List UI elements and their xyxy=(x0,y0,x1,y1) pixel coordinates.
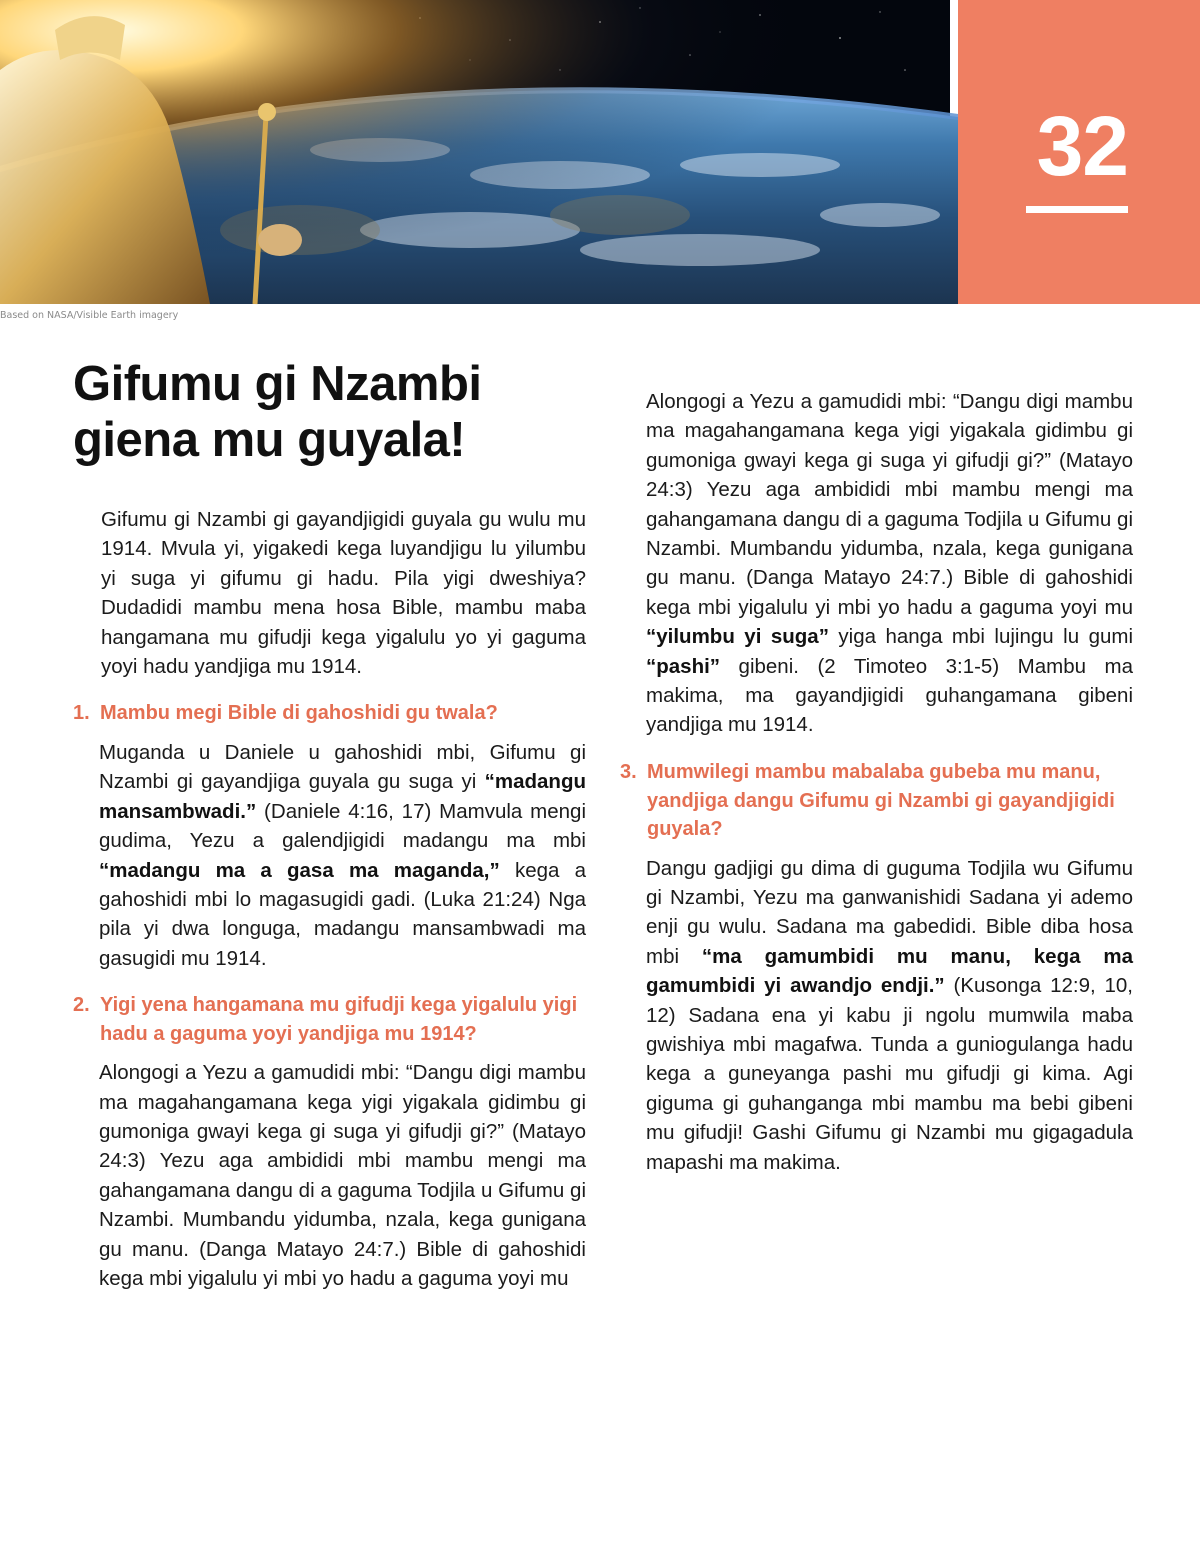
question-1 xyxy=(73,699,586,728)
question-2-text: Yigi yena hangamana mu gifudji kega yigalulu yigi hadu a gaguma yoyi yandjiga mu 1914? xyxy=(100,994,578,1045)
hero-image xyxy=(0,0,950,304)
answer-2-text-a: Alongogi a Yezu a gamudidi mbi: “Dangu digi mambu ma magahangamana kega yigi yigakala gidimbu gi gumoniga gwayi kega gi suga yi gifudji gi?” (Matayo 24:3) Yezu aga ambididi mbi mambu mengi ma gahangamana dangu di a gaguma Todjila u Gifumu gi Nzambi. Mumbandu yidumba, nzala, kega gunigana gu manu. (Danga Matayo 24:7.) Bible di gahoshidi kega mbi yigalulu yi mbi yo hadu a gaguma yoyi mu xyxy=(99,1061,586,1291)
title-line-2: giena mu guyala! xyxy=(73,413,466,467)
answer-3 xyxy=(646,854,1133,1177)
answer-1-text-c: kega a gahoshidi mbi lo magasugidi gadi. (Luka 21:24) Nga pila yi dwa longuga, madangu mansambwadi ma gasugidi mu 1914. xyxy=(99,858,586,970)
answer-1-text-b: (Daniele 4:16, 17) Mamvula mengi gudima, Yezu a galendjigidi madangu ma mbi xyxy=(99,799,586,853)
answer-2 xyxy=(99,1058,586,1291)
page-title xyxy=(73,356,482,468)
answer-2-continued xyxy=(646,390,1133,740)
answer-2-flow xyxy=(646,387,1133,740)
answer-1-quote-a: “madangu mansambwadi.” xyxy=(99,770,586,823)
right-column xyxy=(620,390,1134,1195)
answer-2-text-a-cont: Alongogi a Yezu a gamudidi mbi: “Dangu digi mambu ma magahangamana kega yigi yigakala gidimbu gi gumoniga gwayi kega gi suga yi gifudji gi?” (Matayo 24:3) Yezu aga ambididi mbi mambu mengi ma gahangamana dangu di a gaguma Todjila u Gifumu gi Nzambi. Mumbandu yidumba, nzala, kega gunigana gu manu. (Danga Matayo 24:7.) Bible di gahoshidi kega mbi yigalulu yi mbi yo hadu a gaguma yoyi mu xyxy=(646,390,1133,619)
answer-2-quote-b: “pashi” xyxy=(646,654,721,678)
lesson-number: 32 xyxy=(1036,99,1128,193)
answer-1-quote-b: “madangu ma a gasa ma maganda,” xyxy=(99,858,500,882)
answer-2-quote-a: “yilumbu yi suga” xyxy=(646,625,829,649)
answer-1-text-a: Muganda u Daniele u gahoshidi mbi, Gifumu gi Nzambi gi gayandjiga guyala gu suga yi xyxy=(99,740,586,794)
question-2-number: 2. xyxy=(73,994,90,1017)
answer-1 xyxy=(99,738,586,973)
question-3-text: Mumwilegi mambu mabalaba gubeba mu manu, yandjiga dangu Gifumu gi Nzambi gi gayandjigidi guyala? xyxy=(647,761,1115,840)
answer-2-text-b: yiga hanga mbi lujingu lu gumi xyxy=(828,625,1133,649)
question-3-number: 3. xyxy=(620,761,637,783)
answer-3-quote: “ma gamumbidi mu manu, kega ma gamumbidi yi awandjo endji.” xyxy=(646,944,1134,998)
title-line-1: Gifumu gi Nzambi xyxy=(73,357,482,411)
left-column xyxy=(73,505,586,1291)
intro-paragraph: Gifumu gi Nzambi gi gayandjigidi guyala gu wulu mu 1914. Mvula yi, yigakedi kega luyandjigu lu yilumbu yi suga yi gifumu gi hadu. Pila yigi dweshiya? Dudadidi mambu mena hosa Bible, mambu maba hangamana mu gifudji kega yigalulu yo yi gaguma yoyi hadu yandjiga mu 1914. xyxy=(101,508,586,679)
image-credit: Based on NASA/Visible Earth imagery xyxy=(0,310,179,321)
answer-3-text-b: (Kusonga 12:9, 10, 12) Sadana ena yi kabu ji ngolu mumwila maba gwishiya mbi magafwa. Tunda a guniogulanga hadu kega a guneyanga pashi mu gifudji gi kima. Agi giguma gi guhanganga mbi mambu ma bebi gibeni mu gifudji! Gashi Gifumu gi Nzambi mu gigagadula mapashi ma makima. xyxy=(646,974,1133,1174)
question-1-number: 1. xyxy=(73,702,90,725)
answer-3-text-a: Dangu gadjigi gu dima di guguma Todjila wu Gifumu gi Nzambi, Yezu ma ganwanishidi Sadana yi ademo enji gu wulu. Sadana ma gabedidi. Bible diba hosa mbi xyxy=(646,856,1133,968)
lesson-underline xyxy=(1026,206,1128,213)
answer-2-text-c: gibeni. (2 Timoteo 3:1-5) Mambu ma makima, ma gayandjigidi guhangamana gibeni yandjiga mu 1914. xyxy=(646,654,1133,737)
question-3 xyxy=(620,758,1133,844)
question-1-text: Mambu megi Bible di gahoshidi gu twala? xyxy=(100,702,498,725)
lesson-number-box xyxy=(958,0,1200,304)
question-2 xyxy=(73,991,586,1048)
earth-illustration xyxy=(0,0,950,304)
